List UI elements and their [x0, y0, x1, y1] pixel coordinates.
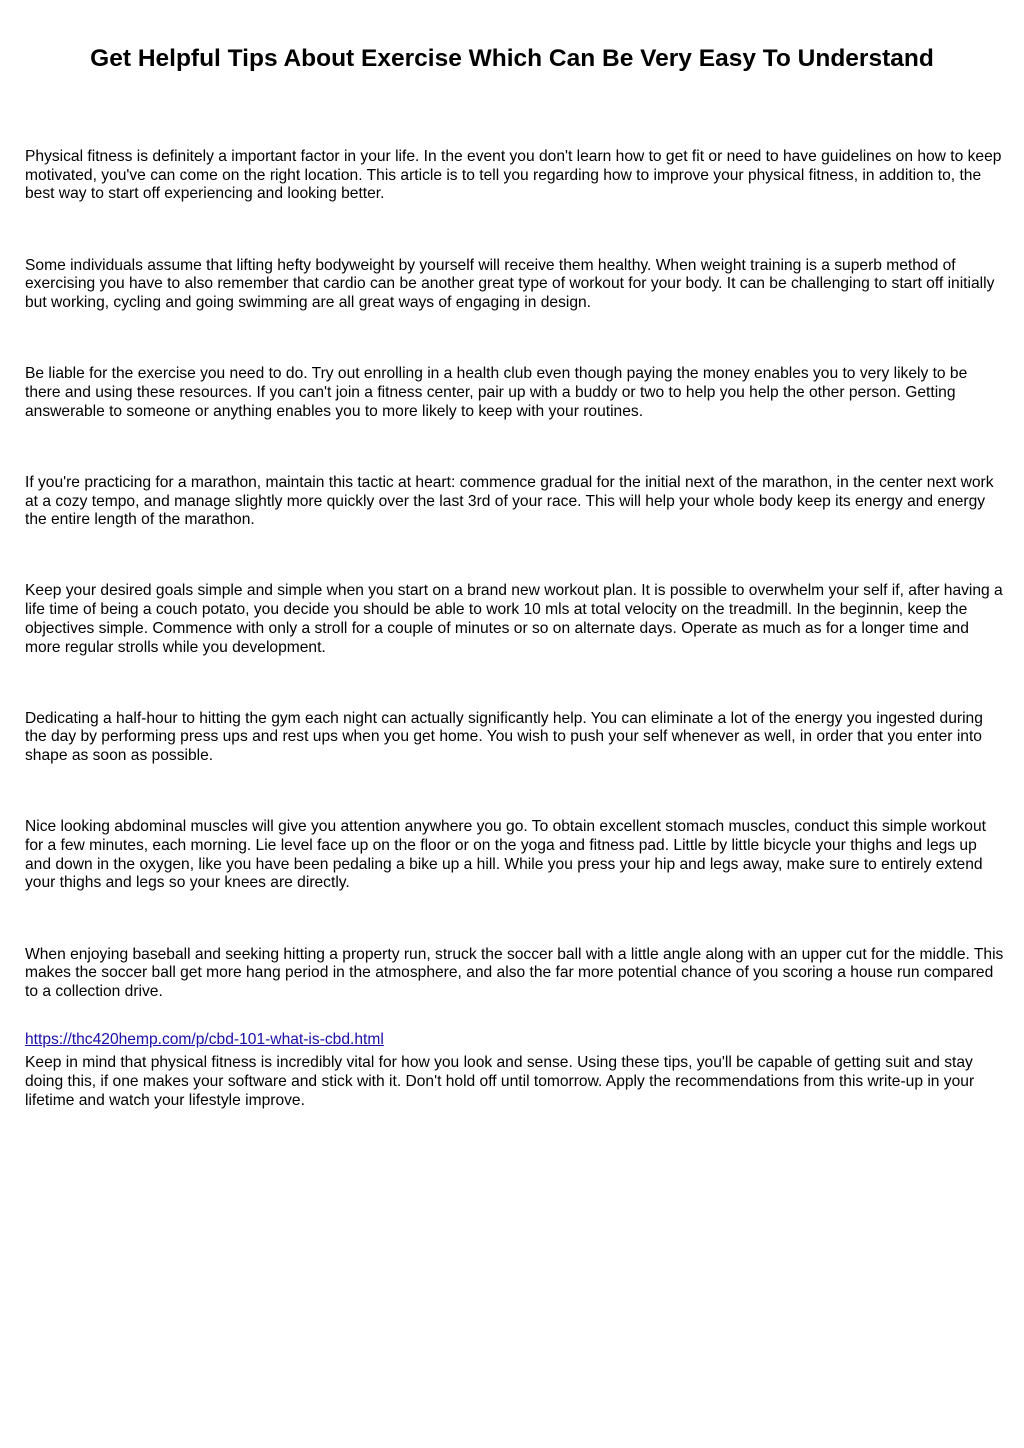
paragraph-7: Nice looking abdominal muscles will give you attention anywhere you go. To obtain excellent stomach muscles, conduct this simple workout for a few minutes, each morning. Lie level face up on the floor or on the yoga and fitness pad. Little by little bicycle your thighs and legs up and down in the oxygen, like you have been pedaling a bike up a hill. While you press your hip and legs away, make sure to entirely extend your thighs and legs so your knees are directly. [25, 818, 986, 892]
source-link[interactable]: https://thc420hemp.com/p/cbd-101-what-is-cbd.html [25, 1031, 384, 1048]
article-body [25, 148, 1005, 1163]
paragraph-4: If you're practicing for a marathon, maintain this tactic at heart: commence gradual for the initial next of the marathon, in the center next work at a cozy tempo, and manage slightly more quickly over the last 3rd of your race. This will help your whole body keep its energy and energy the entire length of the marathon. [25, 473, 994, 529]
paragraph-9: Keep in mind that physical fitness is incredibly vital for how you look and sense. Using these tips, you'll be capable of getting suit and stay doing this, if one makes your software and stick with it. Don't hold off until tomorrow. Apply the recommendations from this write-up in your lifetime and watch your lifestyle improve. [25, 1054, 975, 1109]
paragraph-1: Physical fitness is definitely a important factor in your life. In the event you don't learn how to get fit or need to have guidelines on how to keep motivated, you've can come on the right location. This article is to tell you regarding how to improve your physical fitness, in addition to, the best way to start off experiencing and looking better. [25, 148, 1002, 203]
paragraph-3: Be liable for the exercise you need to do. Try out enrolling in a health club even though paying the money enables you to very likely to be there and using these resources. If you can't join a fitness center, pair up with a buddy or two to help you help the other person. Getting answerable to someone or anything enables you to more likely to keep with your routines. [25, 365, 968, 420]
paragraph-8: When enjoying baseball and seeking hitting a property run, struck the soccer ball with a little angle along with an upper cut for the middle. This makes the soccer ball get more hang period in the atmosphere, and also the far more potential chance of you scoring a house run compared to a collection drive. [25, 945, 1004, 1001]
paragraph-6: Dedicating a half-hour to hitting the gym each night can actually significantly help. You can eliminate a lot of the energy you ingested during the day by performing press ups and rest ups when you get home. You wish to push your self whenever as well, in order that you enter into shape as soon as possible. [25, 709, 983, 765]
paragraph-5: Keep your desired goals simple and simple when you start on a brand new workout plan. It is possible to overwhelm your self if, after having a life time of being a couch potato, you decide you should be able to work 10 mls at total velocity on the treadmill. In the beginnin, keep the objectives simple. Commence with only a stroll for a couple of minutes or so on alternate days. Operate as much as for a longer time and more regular strolls while you development. [25, 582, 1003, 656]
page-title: Get Helpful Tips About Exercise Which Can Be Very Easy To Understand [90, 45, 934, 72]
paragraph-2: Some individuals assume that lifting hefty bodyweight by yourself will receive them healthy. When weight training is a superb method of exercising you have to also remember that cardio can be another great type of workout for your body. It can be challenging to start off initially but working, cycling and going swimming are all great ways of engaging in design. [25, 256, 995, 312]
